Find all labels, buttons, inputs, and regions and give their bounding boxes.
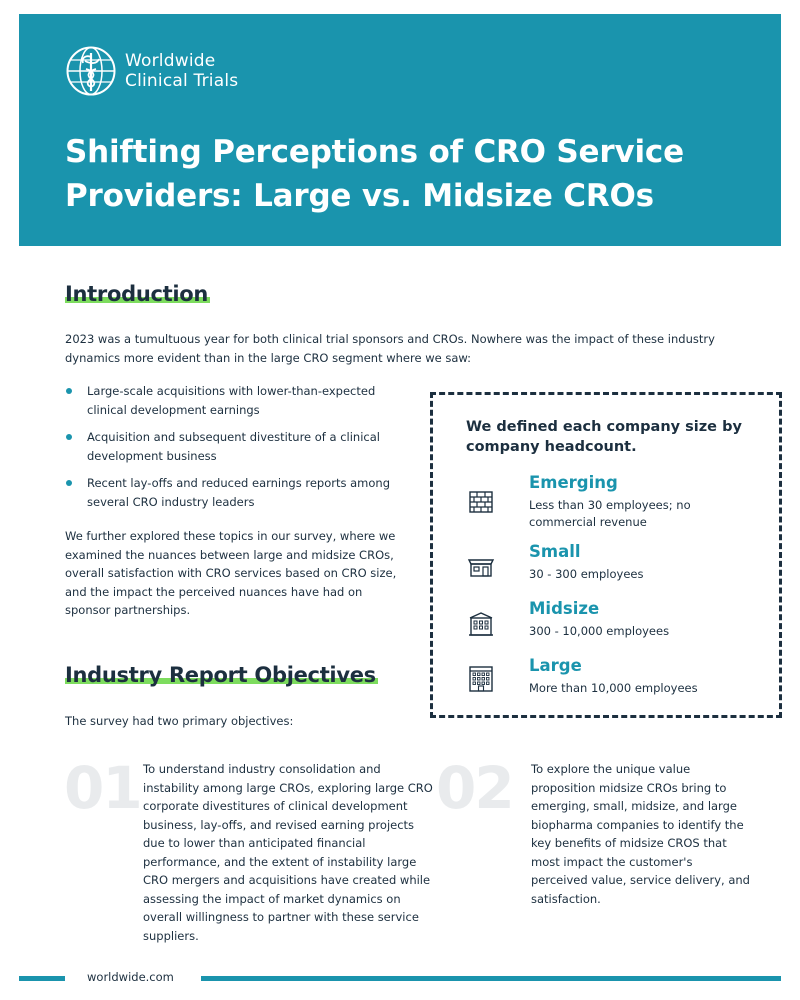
footer-website-link[interactable]: worldwide.com — [87, 970, 174, 984]
brick-wall-icon — [466, 487, 496, 517]
intro-bullet-list — [65, 382, 405, 520]
office-building-icon — [466, 609, 496, 639]
list-item — [65, 382, 405, 419]
objective-text: To understand industry consolidation and instability among large CROs, exploring large CRO corporate divestitures of clinical development business, lay-offs, and revised earning projects due to lower than anticipated financial performance, and the extent of instability large CRO mergers and acquisitions have created while assessing the impact of market dynamics on overall willingness to partner with these service suppliers. — [143, 762, 433, 943]
size-name: Large — [529, 656, 582, 675]
explore-paragraph: We further explored these topics in our survey, where we examined the nuances between large and midsize CROs, overall satisfaction with CRO services based on CRO size, and the impact the perceived nuances have had on sponsor partnerships. — [65, 529, 397, 617]
size-item-emerging — [466, 473, 766, 529]
bullet-text: Large-scale acquisitions with lower-than-expected clinical development earnings — [87, 384, 376, 417]
company-logo[interactable] — [65, 45, 238, 97]
bullet-text: Recent lay-offs and reduced earnings reports among several CRO industry leaders — [87, 476, 391, 509]
size-description: Less than 30 employees; no commercial revenue — [529, 498, 691, 529]
storefront-icon — [466, 552, 496, 582]
bullet-dot-icon — [66, 388, 72, 394]
introduction-heading — [65, 282, 210, 306]
size-name: Small — [529, 542, 581, 561]
objectives-heading — [65, 663, 378, 687]
company-size-box — [430, 392, 782, 718]
bullet-dot-icon — [66, 434, 72, 440]
size-item-large — [466, 656, 766, 696]
list-item — [65, 474, 405, 511]
introduction-heading-text: Introduction — [65, 282, 209, 306]
company-size-title: We defined each company size by company headcount. — [466, 419, 742, 455]
objective-text: To explore the unique value proposition midsize CROs bring to emerging, small, midsize, and large biopharma companies to identify the key benefits of midsize CROS that most impact the customer's perceived value, service delivery, and satisfaction. — [531, 762, 750, 906]
objectives-heading-text: Industry Report Objectives — [65, 663, 376, 687]
size-item-midsize — [466, 599, 766, 639]
objective-number: 02 — [436, 754, 513, 822]
bullet-text: Acquisition and subsequent divestiture of a clinical development business — [87, 430, 380, 463]
bullet-dot-icon — [66, 480, 72, 486]
size-description: 300 - 10,000 employees — [529, 624, 670, 638]
objective-number: 01 — [64, 754, 141, 822]
size-description: 30 - 300 employees — [529, 567, 644, 581]
page-title: Shifting Perceptions of CRO Service Providers: Large vs. Midsize CROs — [65, 134, 684, 214]
objectives-intro: The survey had two primary objectives: — [65, 714, 294, 728]
footer-divider-left — [19, 976, 65, 981]
size-item-small — [466, 542, 766, 582]
globe-caduceus-icon — [65, 45, 117, 97]
header-banner — [19, 14, 781, 246]
size-name: Emerging — [529, 473, 618, 492]
logo-line-2: Clinical Trials — [125, 71, 239, 91]
skyscraper-icon — [466, 664, 496, 694]
footer-divider-right — [201, 976, 781, 981]
list-item — [65, 428, 405, 465]
size-description: More than 10,000 employees — [529, 681, 698, 695]
introduction-paragraph: 2023 was a tumultuous year for both clinical trial sponsors and CROs. Nowhere was the impact of these industry dynamics more evident than in the large CRO segment where we saw: — [65, 332, 715, 365]
logo-line-1: Worldwide — [125, 51, 216, 71]
size-name: Midsize — [529, 599, 600, 618]
logo-wordmark — [125, 51, 238, 91]
